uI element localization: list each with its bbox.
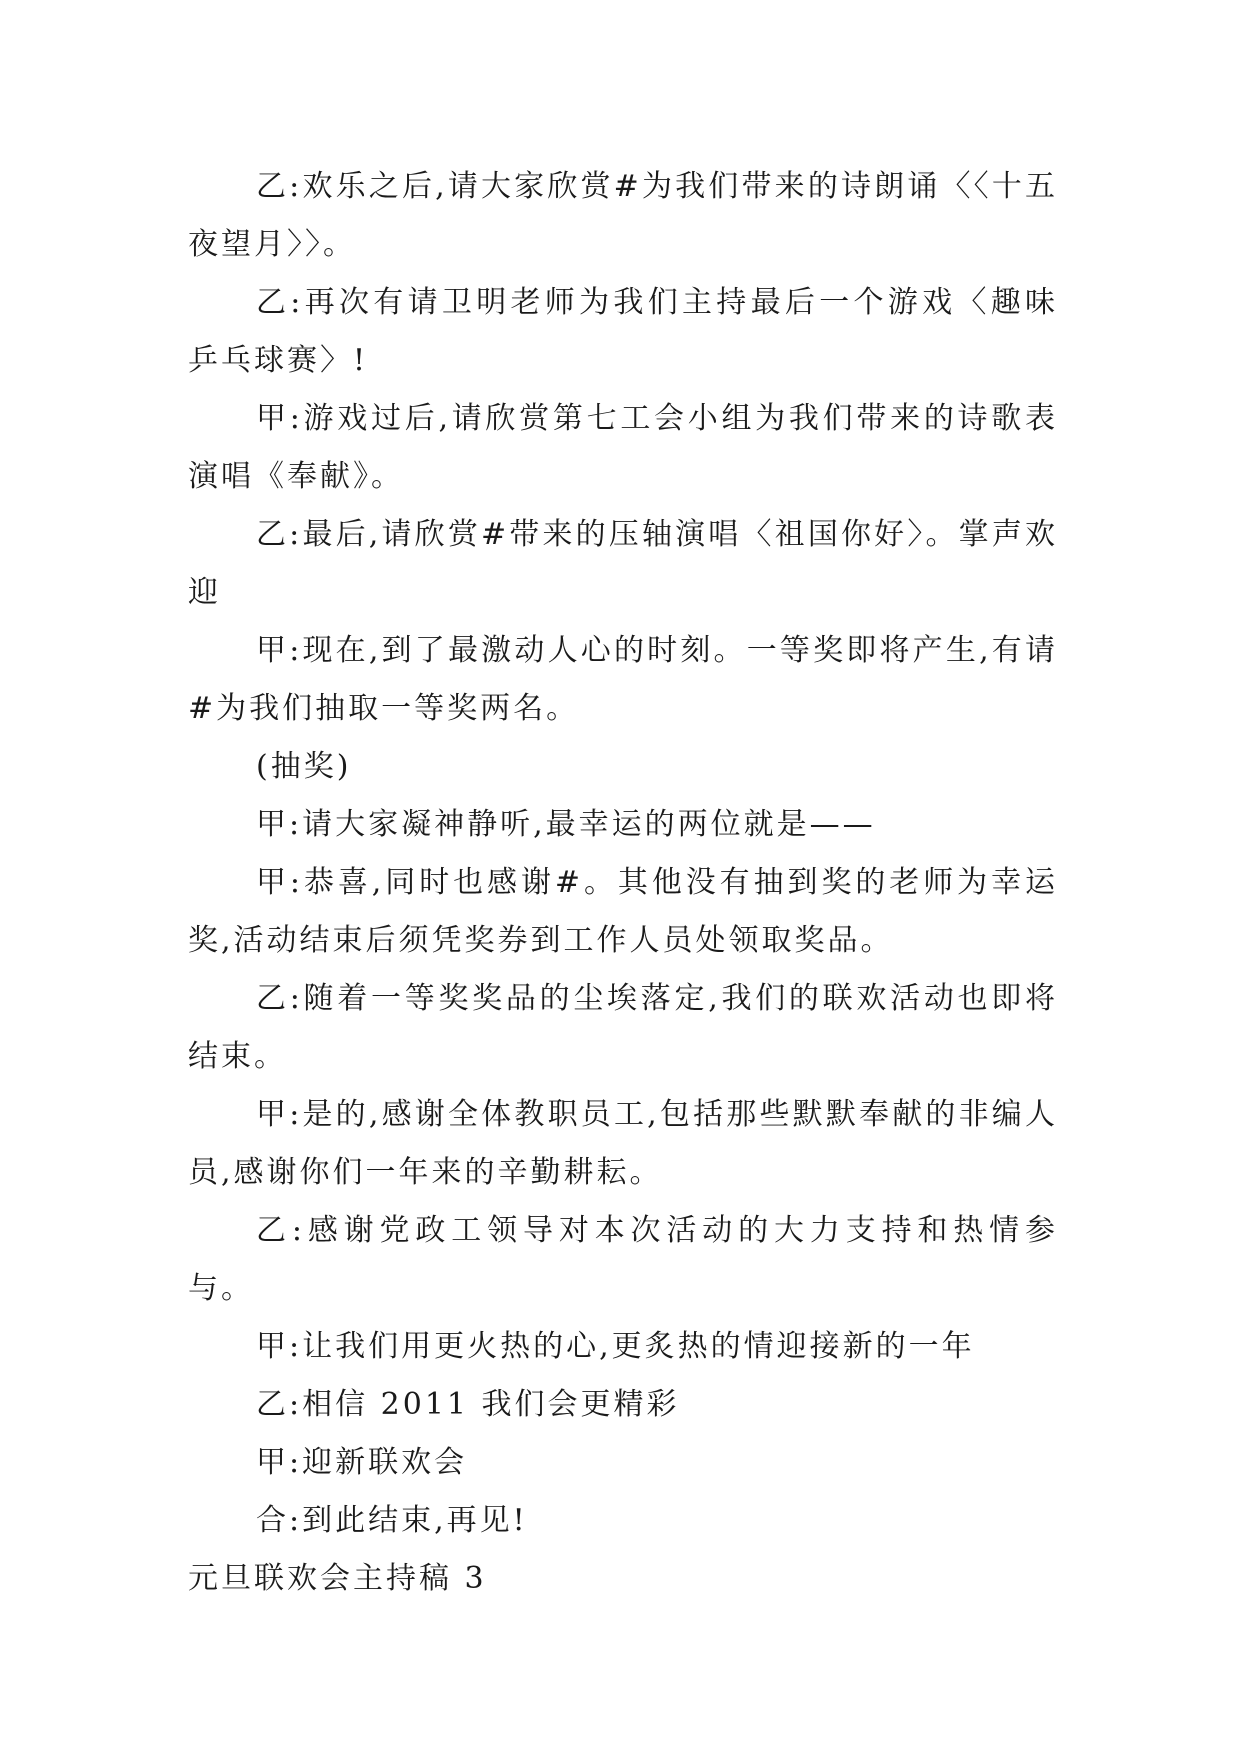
paragraph: 乙:感谢党政工领导对本次活动的大力支持和热情参与。 bbox=[188, 1213, 1058, 1306]
paragraph: 甲:让我们用更火热的心,更炙热的情迎接新的一年 bbox=[256, 1329, 975, 1364]
paragraph: 甲:游戏过后,请欣赏第七工会小组为我们带来的诗歌表演唱《奉献》。 bbox=[188, 401, 1058, 494]
paragraph: 乙:最后,请欣赏#带来的压轴演唱〈祖国你好〉。掌声欢迎 bbox=[188, 517, 1058, 610]
section-title: 元旦联欢会主持稿 3 bbox=[188, 1561, 487, 1596]
paragraph: 甲:现在,到了最激动人心的时刻。一等奖即将产生,有请#为我们抽取一等奖两名。 bbox=[188, 633, 1058, 726]
paragraph: 甲:是的,感谢全体教职员工,包括那些默默奉献的非编人员,感谢你们一年来的辛勤耕耘。 bbox=[188, 1097, 1058, 1190]
paragraph: 乙:再次有请卫明老师为我们主持最后一个游戏〈趣味乒乓球赛〉! bbox=[188, 285, 1058, 378]
paragraph: 甲:恭喜,同时也感谢#。其他没有抽到奖的老师为幸运奖,活动结束后须凭奖券到工作人员处领取奖品。 bbox=[188, 865, 1058, 958]
paragraph: 乙:相信 2011 我们会更精彩 bbox=[256, 1387, 680, 1422]
paragraph: 合:到此结束,再见! bbox=[256, 1503, 528, 1538]
paragraph: 乙:欢乐之后,请大家欣赏#为我们带来的诗朗诵〈〈十五夜望月〉〉。 bbox=[188, 169, 1058, 262]
paragraph: (抽奖) bbox=[256, 749, 352, 784]
document-body bbox=[188, 158, 1058, 1608]
paragraph: 甲:请大家凝神静听,最幸运的两位就是—— bbox=[256, 807, 876, 842]
paragraph: 甲:迎新联欢会 bbox=[256, 1445, 468, 1480]
paragraph: 乙:随着一等奖奖品的尘埃落定,我们的联欢活动也即将结束。 bbox=[188, 981, 1058, 1074]
